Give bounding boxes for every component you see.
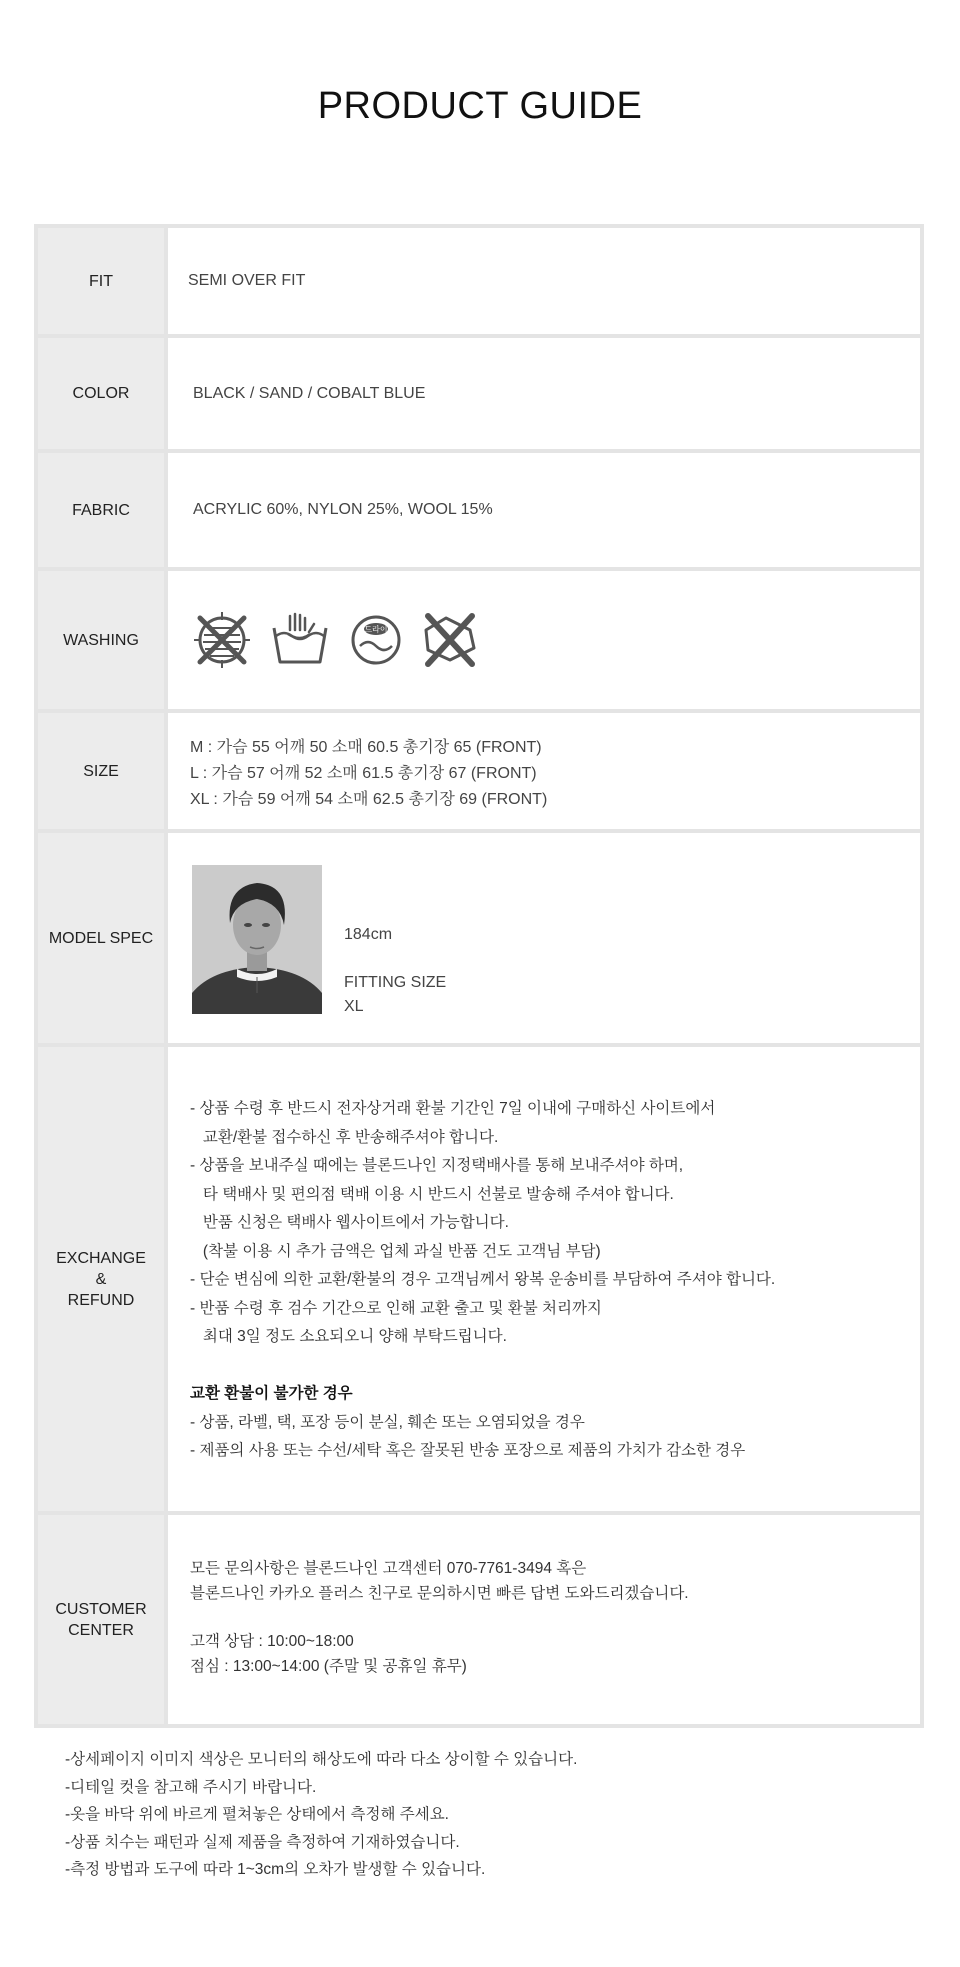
exchange-refund-value-cell (164, 1047, 920, 1511)
color-row (38, 338, 920, 453)
fabric-label: FABRIC (38, 453, 164, 567)
size-line-m: M : 가슴 55 어깨 50 소매 60.5 총기장 65 (FRONT) (190, 739, 542, 756)
exchange-line: 타 택배사 및 편의점 택배 이용 시 반드시 선불로 발송해 주셔야 합니다. (190, 1185, 674, 1203)
model-height: 184cm (344, 926, 393, 943)
size-row (38, 713, 920, 833)
fabric-row (38, 453, 920, 571)
color-value: BLACK / SAND / COBALT BLUE (193, 384, 426, 402)
exchange-line: 최대 3일 정도 소요되오니 양해 부탁드립니다. (190, 1328, 507, 1345)
unavailable-line: - 제품의 사용 또는 수선/세탁 혹은 잘못된 반송 포장으로 제품의 가치가 감소한 경우 (190, 1442, 746, 1459)
exchange-label-line3: REFUND (67, 1291, 135, 1309)
model-spec-row (38, 833, 920, 1047)
model-spec-value-cell (164, 833, 920, 1043)
exchange-policy-text (190, 1095, 775, 1466)
page-title: PRODUCT GUIDE (317, 85, 643, 127)
model-portrait-image (192, 865, 322, 1014)
cs-lunch: 점심 : 13:00~14:00 (주말 및 공휴일 휴무) (190, 1657, 467, 1675)
exchange-line: (착불 이용 시 추가 금액은 업체 과실 반품 건도 고객님 부담) (190, 1242, 601, 1260)
exchange-label-line2: & (95, 1270, 107, 1288)
customer-center-label (38, 1515, 164, 1724)
model-spec-label: MODEL SPEC (38, 833, 164, 1043)
note-item: -디테일 컷을 참고해 주시기 바랍니다. (65, 1778, 317, 1796)
size-line-l: L : 가슴 57 어깨 52 소매 61.5 총기장 67 (FRONT) (190, 765, 537, 782)
color-label: COLOR (38, 338, 164, 449)
exchange-refund-row (38, 1047, 920, 1515)
model-photo (192, 865, 322, 1014)
fit-value-cell (164, 228, 920, 334)
fitting-size-label: FITTING SIZE (344, 974, 447, 991)
customer-center-text (190, 1557, 689, 1679)
customer-center-label-line1: CUSTOMER (55, 1600, 147, 1618)
exchange-line: - 단순 변심에 의한 교환/환불의 경우 고객님께서 왕복 운송비를 부담하여 주셔야 합니다. (190, 1271, 776, 1288)
cs-hours: 고객 상담 : 10:00~18:00 (190, 1633, 354, 1650)
fabric-value-cell (164, 453, 920, 567)
exchange-line: - 상품을 보내주실 때에는 블론드나인 지정택배사를 통해 보내주셔야 하며, (190, 1157, 684, 1174)
note-item: -상품 치수는 패턴과 실제 제품을 측정하여 기재하였습니다. (65, 1833, 460, 1851)
washing-icons (190, 608, 480, 672)
unavailable-title: 교환 환불이 불가한 경우 (190, 1385, 353, 1402)
exchange-line: - 상품 수령 후 반드시 전자상거래 환불 기간인 7일 이내에 구매하신 사이트에서 (190, 1100, 716, 1117)
notes-list (65, 1746, 577, 1884)
washing-value-cell (164, 571, 920, 709)
customer-center-label-line2: CENTER (68, 1621, 134, 1639)
no-machine-wash-icon (190, 608, 254, 672)
hand-wash-icon (268, 608, 332, 672)
exchange-refund-label (38, 1047, 164, 1511)
customer-center-row (38, 1515, 920, 1724)
color-value-cell (164, 338, 920, 449)
size-value-cell (164, 713, 920, 829)
cs-kakao-line: 블론드나인 카카오 플러스 친구로 문의하시면 빠른 답변 도와드리겠습니다. (190, 1584, 689, 1602)
exchange-label-line1: EXCHANGE (56, 1249, 146, 1267)
fit-value: SEMI OVER FIT (188, 272, 306, 289)
exchange-line: 교환/환불 접수하신 후 반송해주셔야 합니다. (190, 1128, 499, 1146)
no-bleach-icon (420, 608, 480, 672)
unavailable-line: - 상품, 라벨, 택, 포장 등이 분실, 훼손 또는 오염되었을 경우 (190, 1413, 585, 1431)
dry-clean-icon (346, 610, 406, 670)
exchange-line: 반품 신청은 택배사 웹사이트에서 가능합니다. (190, 1214, 509, 1231)
product-guide-table (34, 224, 924, 1728)
fitting-size-value: XL (344, 998, 364, 1015)
cs-contact-line: 모든 문의사항은 블론드나인 고객센터 070-7761-3494 혹은 (190, 1560, 587, 1577)
size-label: SIZE (38, 713, 164, 829)
washing-label: WASHING (38, 571, 164, 709)
customer-center-value-cell (164, 1515, 920, 1724)
size-line-xl: XL : 가슴 59 어깨 54 소매 62.5 총기장 69 (FRONT) (190, 791, 548, 808)
fabric-value: ACRYLIC 60%, NYLON 25%, WOOL 15% (193, 501, 493, 518)
fit-label: FIT (38, 228, 164, 334)
fit-row (38, 228, 920, 338)
note-item: -옷을 바닥 위에 바르게 펼쳐놓은 상태에서 측정해 주세요. (65, 1806, 449, 1823)
exchange-line: - 반품 수령 후 검수 기간으로 인해 교환 출고 및 환불 처리까지 (190, 1299, 602, 1317)
model-info (344, 923, 446, 1019)
size-lines (190, 735, 547, 813)
washing-row (38, 571, 920, 713)
note-item: -측정 방법과 도구에 따라 1~3cm의 오차가 발생할 수 있습니다. (65, 1861, 486, 1878)
dry-clean-text: 드라이 (364, 625, 388, 634)
note-item: -상세페이지 이미지 색상은 모니터의 해상도에 따라 다소 상이할 수 있습니다. (65, 1751, 578, 1768)
